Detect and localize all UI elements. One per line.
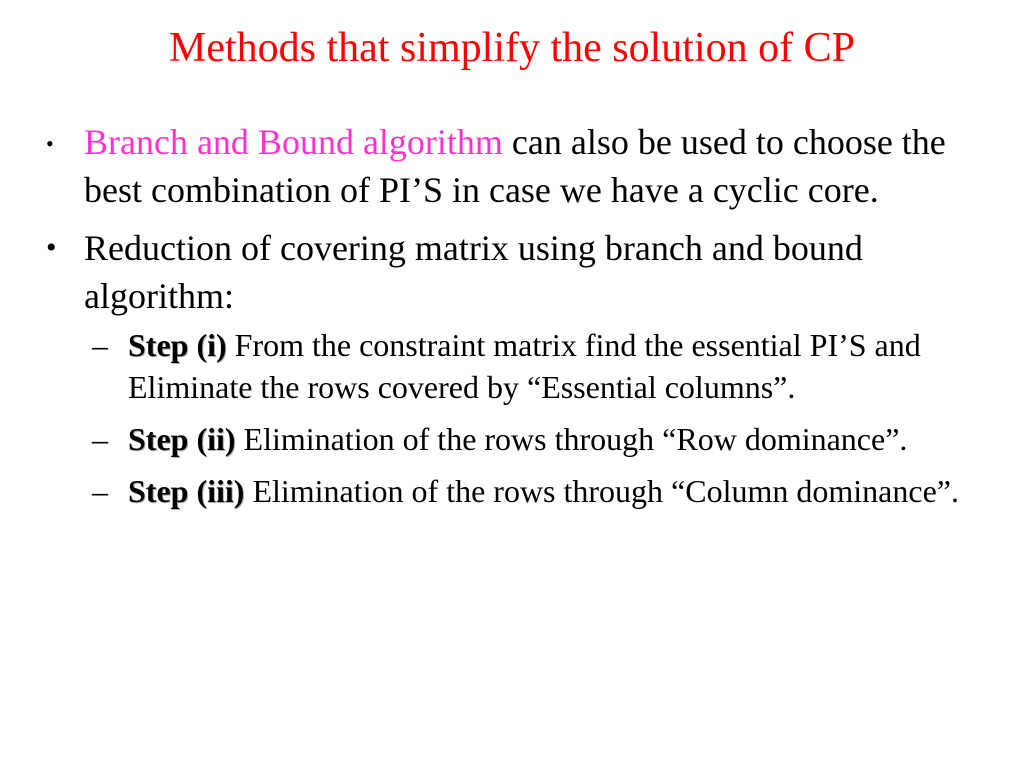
- step-label: Step (i): [128, 327, 227, 363]
- bullet-text: can also be used to choose the best combination of PI’S in case we have a cyclic core.: [84, 122, 946, 210]
- dash-marker: –: [92, 421, 108, 457]
- dash-marker: –: [92, 327, 108, 363]
- step-label: Step (ii): [128, 421, 236, 457]
- step-text: From the constraint matrix find the essential PI’S and Eliminate the rows covered by “Essential columns”.: [128, 327, 921, 405]
- step-list: [84, 324, 996, 512]
- bullet-item-reduction: [36, 224, 996, 512]
- step-item-2: [84, 418, 996, 460]
- step-text: Elimination of the rows through “Row dominance”.: [235, 421, 908, 457]
- bullet-marker: •: [46, 231, 57, 264]
- highlight-text: Branch and Bound algorithm: [84, 122, 503, 162]
- bullet-text: Reduction of covering matrix using branch and bound algorithm:: [84, 228, 863, 316]
- step-text: Elimination of the rows through “Column dominance”.: [244, 473, 959, 509]
- step-item-1: [84, 324, 996, 408]
- step-item-3: [84, 470, 996, 512]
- bullet-item-branch-and-bound: [36, 118, 996, 214]
- bullet-marker: •: [46, 131, 54, 156]
- slide-title: Methods that simplify the solution of CP: [168, 25, 855, 71]
- dash-marker: –: [92, 473, 108, 509]
- step-label: Step (iii): [128, 473, 245, 509]
- bullet-list: [36, 118, 996, 522]
